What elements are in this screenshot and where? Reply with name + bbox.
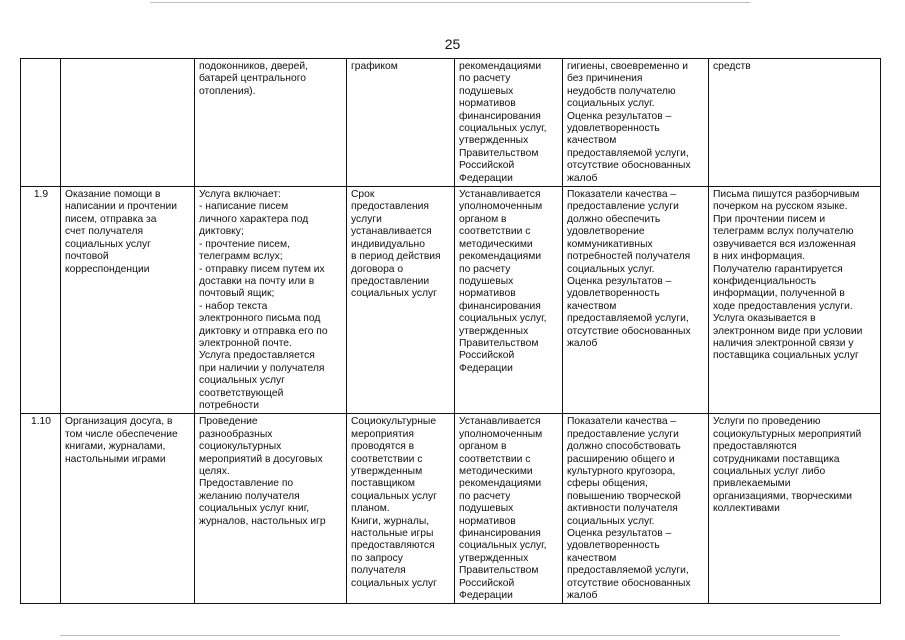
service-name-cell	[61, 59, 195, 187]
cell-text-line: социальных услуг,	[459, 540, 547, 552]
cell-text-line: активности получателя	[567, 503, 678, 515]
cell-text-line: мероприятий в досуговых	[199, 453, 323, 465]
cell-text-line: утвержденных	[459, 552, 529, 564]
cell-text-line: Проведение	[199, 416, 258, 428]
cell-text-line: удовлетворенность	[567, 540, 660, 552]
cell-text-line: Устанавливается	[459, 189, 541, 201]
cell-text-line: уполномоченным	[459, 428, 543, 440]
cell-text-line: методическими	[459, 238, 533, 250]
cell-text-line: писем, отправка за	[65, 213, 157, 225]
cell-text-line: - набор текста	[199, 300, 268, 312]
financing-cell	[455, 414, 563, 604]
cell-text-line: Услуги по проведению	[713, 416, 821, 428]
row-number-cell	[21, 59, 61, 187]
cell-text-line: Организация досуга, в	[65, 416, 173, 428]
cell-text-line: батарей центрального	[199, 73, 306, 85]
cell-text-line: индивидуально	[351, 238, 425, 250]
cell-text-line: написании и прочтении	[65, 201, 177, 213]
cell-text-line: социальных услуг книг,	[199, 503, 310, 515]
service-name-cell	[61, 414, 195, 604]
cell-text-line: предоставляемой услуги,	[567, 565, 689, 577]
cell-text-line: социальных услуг	[351, 490, 437, 502]
cell-text-line: Предоставление по	[199, 478, 294, 490]
cell-text-line: отопления).	[199, 85, 256, 97]
cell-text-line: - прочтение писем,	[199, 238, 290, 250]
cell-text-line: нормативов	[459, 98, 516, 110]
cell-text-line: социальных услуг,	[459, 123, 547, 135]
scan-artifact-top	[150, 2, 750, 3]
cell-text-line: сферы общения,	[567, 478, 648, 490]
cell-text-line: рекомендациями	[459, 61, 542, 72]
cell-text-line: социальных услуг	[351, 577, 437, 589]
cell-text-line: проводятся в	[351, 441, 415, 453]
cell-text-line: электронного письма под	[199, 313, 321, 325]
table-row	[21, 414, 881, 604]
cell-text-line: ходе предоставления услуги.	[713, 300, 853, 312]
cell-text-line: утвержденных	[459, 135, 529, 147]
cell-text-line: почтовой	[65, 251, 109, 263]
table-body	[21, 59, 881, 604]
service-content-cell	[195, 414, 347, 604]
cell-text-line: социальных услуг.	[567, 263, 655, 275]
cell-text-line: соответствующей	[199, 387, 284, 399]
cell-text-line: повышению творческой	[567, 490, 681, 502]
cell-text-line: Письма пишутся разборчивым	[713, 189, 860, 201]
cell-text-line: сотрудниками поставщика	[713, 453, 840, 465]
cell-text-line: отсутствие обоснованных	[567, 577, 691, 589]
cell-text-line: качеством	[567, 135, 617, 147]
cell-text-line: качеством	[567, 552, 617, 564]
cell-text-line: социальных услуг	[65, 238, 151, 250]
cell-text-line: социальных услуг либо	[713, 466, 826, 477]
cell-text-line: предоставляются	[713, 441, 797, 453]
cell-text-line: почерком на русском языке.	[713, 201, 848, 213]
cell-text-line: по расчету	[459, 73, 511, 85]
cell-text-line: в них информация.	[713, 251, 806, 263]
cell-text-line: договора о	[351, 263, 404, 275]
cell-text-line: неудобств получателю	[567, 85, 676, 97]
cell-text-line: Российской	[459, 577, 515, 589]
cell-text-line: предоставление услуги	[567, 201, 679, 213]
cell-text-line: гигиены, своевременно и	[567, 61, 688, 72]
cell-text-line: жалоб	[567, 337, 598, 349]
cell-text-line: организациями, творческими	[713, 490, 852, 502]
cell-text-line: настольные игры	[351, 528, 434, 540]
cell-text-line: Книги, журналы,	[351, 515, 430, 527]
cell-text-line: потребностей получателя	[567, 251, 691, 263]
page-number: 25	[444, 36, 461, 52]
cell-text-line: подоконников, дверей,	[199, 61, 308, 72]
cell-text-line: графиком	[351, 61, 398, 72]
cell-text-line: Социокультурные	[351, 416, 437, 428]
cell-text-line: услуги	[351, 213, 382, 225]
cell-text-line: социокультурных	[199, 441, 282, 453]
cell-text-line: подушевых	[459, 85, 514, 97]
quality-indicators-cell	[563, 187, 709, 414]
cell-text-line: предоставляются	[351, 540, 435, 552]
cell-text-line: соответствии с	[459, 453, 531, 465]
row-number-cell: 1.10	[21, 414, 61, 604]
cell-text-line: органом в	[459, 213, 507, 225]
cell-text-line: наличия электронной связи у	[713, 337, 854, 349]
cell-text-line: информации, полученной в	[713, 288, 845, 300]
quality-indicators-cell	[563, 59, 709, 187]
cell-text-line: Услуга оказывается в	[713, 313, 816, 325]
cell-text-line: подушевых	[459, 503, 514, 515]
cell-text-line: Российской	[459, 350, 515, 362]
cell-text-line: Федерации	[459, 590, 513, 602]
cell-text-line: Показатели качества –	[567, 416, 677, 428]
cell-text-line: должно обеспечить	[567, 213, 661, 225]
cell-text-line: финансирования	[459, 110, 541, 122]
cell-text-line: телеграмм вслух получателю	[713, 226, 854, 238]
conditions-cell	[709, 414, 881, 604]
service-name-cell	[61, 187, 195, 414]
cell-text-line: Оказание помощи в	[65, 189, 161, 201]
cell-text-line: отсутствие обоснованных	[567, 325, 691, 337]
cell-text-line: личного характера под	[199, 213, 309, 225]
cell-text-line: Срок	[351, 189, 375, 201]
cell-text-line: нормативов	[459, 515, 516, 527]
cell-text-line: предоставляемой услуги,	[567, 313, 689, 325]
table-row	[21, 187, 881, 414]
cell-text-line: по расчету	[459, 490, 511, 502]
cell-text-line: предоставляемой услуги,	[567, 147, 689, 159]
table-row	[21, 59, 881, 187]
cell-text-line: финансирования	[459, 300, 541, 312]
service-content-cell	[195, 187, 347, 414]
cell-text-line: расширению общего и	[567, 453, 675, 465]
cell-text-line: должно способствовать	[567, 441, 681, 453]
cell-text-line: жалоб	[567, 590, 598, 602]
service-content-cell	[195, 59, 347, 187]
cell-text-line: Показатели качества –	[567, 189, 677, 201]
cell-text-line: средств	[713, 61, 751, 72]
cell-text-line: планом.	[351, 503, 390, 515]
cell-text-line: Федерации	[459, 172, 513, 184]
cell-text-line: коммуникативных	[567, 238, 653, 250]
cell-text-line: Российской	[459, 160, 515, 172]
cell-text-line: книгами, журналами,	[65, 441, 166, 453]
services-table	[20, 58, 881, 604]
financing-cell	[455, 59, 563, 187]
cell-text-line: нормативов	[459, 288, 516, 300]
cell-text-line: Оценка результатов –	[567, 528, 672, 540]
cell-text-line: социальных услуг	[351, 288, 437, 300]
cell-text-line: рекомендациями	[459, 251, 542, 263]
cell-text-line: корреспонденции	[65, 263, 150, 275]
cell-text-line: органом в	[459, 441, 507, 453]
cell-text-line: доставки на почту или в	[199, 275, 315, 287]
cell-text-line: в период действия	[351, 251, 441, 263]
cell-text-line: Устанавливается	[459, 416, 541, 428]
cell-text-line: социальных услуг.	[567, 98, 655, 110]
cell-text-line: по расчету	[459, 263, 511, 275]
cell-text-line: удовлетворенность	[567, 288, 660, 300]
cell-text-line: телеграмм вслух;	[199, 251, 283, 263]
cell-text-line: диктовку и отправка его по	[199, 325, 328, 337]
scan-artifact-bottom	[60, 635, 840, 636]
cell-text-line: устанавливается	[351, 226, 432, 238]
cell-text-line: коллективами	[713, 503, 780, 515]
cell-text-line: рекомендациями	[459, 478, 542, 490]
cell-text-line: утвержденных	[459, 325, 529, 337]
cell-text-line: соответствии с	[351, 453, 423, 465]
conditions-cell	[709, 59, 881, 187]
cell-text-line: Оценка результатов –	[567, 110, 672, 122]
cell-text-line: Правительством	[459, 565, 539, 577]
cell-text-line: желанию получателя	[199, 490, 300, 502]
cell-text-line: конфиденциальность	[713, 275, 817, 287]
cell-text-line: по запросу	[351, 552, 403, 564]
cell-text-line: методическими	[459, 466, 533, 477]
cell-text-line: - отправку писем путем их	[199, 263, 325, 275]
cell-text-line: предоставлении	[351, 275, 430, 287]
service-term-cell	[347, 59, 455, 187]
cell-text-line: поставщика социальных услуг	[713, 350, 859, 362]
cell-text-line: При прочтении писем и	[713, 213, 826, 225]
cell-text-line: социокультурных мероприятий	[713, 428, 862, 440]
cell-text-line: отсутствие обоснованных	[567, 160, 691, 172]
cell-text-line: Получателю гарантируется	[713, 263, 843, 275]
cell-text-line: счет получателя	[65, 226, 144, 238]
cell-text-line: соответствии с	[459, 226, 531, 238]
row-number-cell: 1.9	[21, 187, 61, 414]
cell-text-line: настольными играми	[65, 453, 166, 465]
cell-text-line: том числе обеспечение	[65, 428, 178, 440]
cell-text-line: социальных услуг.	[567, 515, 655, 527]
cell-text-line: - написание писем	[199, 201, 289, 213]
cell-text-line: утвержденным	[351, 466, 423, 477]
cell-text-line: Правительством	[459, 337, 539, 349]
cell-text-line: предоставления	[351, 201, 429, 213]
conditions-cell	[709, 187, 881, 414]
cell-text-line: жалоб	[567, 172, 598, 184]
cell-text-line: привлекаемыми	[713, 478, 791, 490]
cell-text-line: потребности	[199, 399, 260, 411]
cell-text-line: Правительством	[459, 147, 539, 159]
cell-text-line: Услуга предоставляется	[199, 350, 315, 362]
cell-text-line: уполномоченным	[459, 201, 543, 213]
cell-text-line: поставщиком	[351, 478, 415, 490]
cell-text-line: удовлетворенность	[567, 123, 660, 135]
cell-text-line: диктовку;	[199, 226, 244, 238]
cell-text-line: мероприятия	[351, 428, 414, 440]
service-term-cell	[347, 187, 455, 414]
cell-text-line: при наличии у получателя	[199, 362, 325, 374]
cell-text-line: удовлетворение	[567, 226, 645, 238]
cell-text-line: электронной почте.	[199, 337, 292, 349]
cell-text-line: без причинения	[567, 73, 643, 85]
cell-text-line: финансирования	[459, 528, 541, 540]
service-term-cell	[347, 414, 455, 604]
cell-text-line: подушевых	[459, 275, 514, 287]
cell-text-line: культурного кругозора,	[567, 466, 676, 477]
cell-text-line: озвучивается вся изложенная	[713, 238, 856, 250]
cell-text-line: Услуга включает:	[199, 189, 281, 201]
cell-text-line: журналов, настольных игр	[199, 515, 326, 527]
cell-text-line: почтовый ящик;	[199, 288, 275, 300]
cell-text-line: Оценка результатов –	[567, 275, 672, 287]
cell-text-line: предоставление услуги	[567, 428, 679, 440]
cell-text-line: разнообразных	[199, 428, 273, 440]
cell-text-line: Федерации	[459, 362, 513, 374]
financing-cell	[455, 187, 563, 414]
cell-text-line: получателя	[351, 565, 406, 577]
cell-text-line: социальных услуг	[199, 375, 285, 387]
cell-text-line: качеством	[567, 300, 617, 312]
cell-text-line: целях.	[199, 466, 230, 477]
cell-text-line: электронном виде при условии	[713, 325, 863, 337]
quality-indicators-cell	[563, 414, 709, 604]
cell-text-line: социальных услуг,	[459, 313, 547, 325]
